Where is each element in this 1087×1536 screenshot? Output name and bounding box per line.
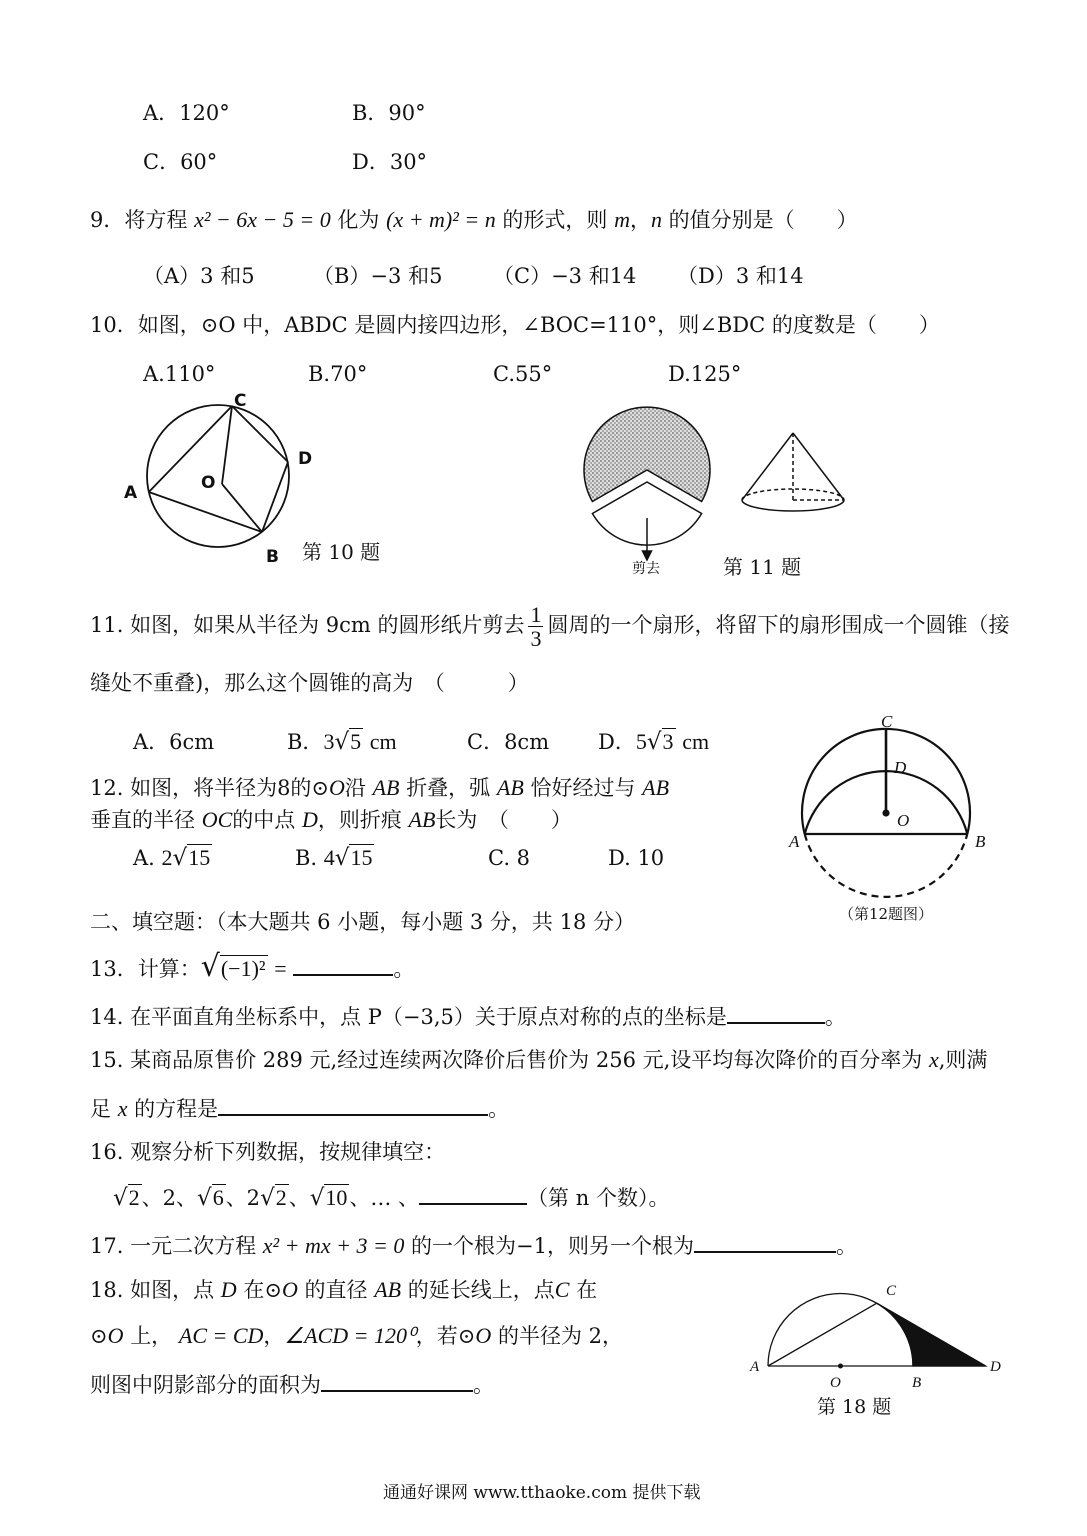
q15-text: 的方程是	[134, 1097, 219, 1121]
q12-text: 垂直的半径	[90, 808, 195, 832]
shaded-region	[877, 1303, 986, 1366]
q18-text: 的延长线上，点	[407, 1278, 555, 1302]
q10-option-d: D.125°	[668, 362, 742, 386]
q12-text: 的中点	[232, 808, 296, 832]
q12-option-d: D. 10	[608, 846, 665, 870]
q12-var: AB	[408, 807, 436, 832]
unit: cm	[682, 729, 710, 754]
q17-end: 。	[835, 1234, 857, 1258]
q17-text: 的一个根为−1，则另一个根为	[411, 1234, 694, 1258]
q18-var: D	[220, 1277, 237, 1302]
q10-option-a: A.110°	[143, 362, 216, 386]
coefficient: 2	[161, 845, 173, 870]
q18-end: 。	[473, 1373, 494, 1397]
q11-option-a: A．6cm	[133, 730, 215, 754]
sequence-separator: 、2、	[141, 1186, 198, 1210]
radicand: 6	[212, 1185, 224, 1210]
label-b: B	[912, 1375, 922, 1391]
q9-text: 的形式，则	[502, 208, 608, 232]
q18-text: 在⊙	[243, 1278, 282, 1302]
q13-end: 。	[393, 957, 415, 981]
radical-sign: √	[646, 729, 662, 755]
q12-var: AB	[496, 775, 524, 800]
cut-label: 剪去	[632, 561, 660, 577]
q9-option-d: （D）3 和14	[677, 264, 804, 288]
label-o: O	[830, 1375, 841, 1391]
semicircle	[768, 1294, 913, 1367]
radicand: (−1)²	[220, 956, 266, 981]
segment-oc	[222, 406, 232, 484]
q11-stem-line-2: 缝处不重叠)，那么这个圆锥的高为 （ ）	[90, 671, 529, 695]
q18-text: 的半径为 2，	[497, 1324, 624, 1348]
cut-arrow-head	[643, 551, 652, 560]
q9-option-a: （A）3 和5	[143, 264, 255, 288]
q15-text: 足	[90, 1097, 111, 1121]
radicand: 15	[188, 845, 211, 870]
q9-variable-n: n	[650, 207, 662, 232]
q8-option-c: C．60°	[143, 150, 218, 174]
coefficient: 3	[323, 729, 335, 754]
q14-text: 14. 在平面直角坐标系中，点 P（−3,5）关于原点对称的点的坐标是	[90, 1005, 727, 1029]
figure-12	[788, 712, 986, 923]
radicand: 2	[128, 1185, 140, 1210]
sequence-separator: 、2	[225, 1186, 261, 1210]
lower-arc-dashed	[805, 834, 968, 897]
radicand: 5	[350, 729, 362, 754]
sequence-separator: 、… 、	[349, 1186, 420, 1210]
q18-text: 上，	[130, 1324, 173, 1348]
q12-var: D	[301, 807, 318, 832]
figure-11-caption: 第 11 题	[723, 555, 802, 579]
q17-text: 17. 一元二次方程	[90, 1234, 257, 1258]
center-o-dot	[838, 1364, 843, 1369]
section-2-title: 二、填空题：（本大题共 6 小题，每小题 3 分，共 18 分）	[90, 910, 635, 934]
radical-sign: √	[200, 949, 220, 984]
segment-ac	[768, 1303, 877, 1366]
label-c: C	[886, 1283, 897, 1299]
q10-stem: 10．如图，⊙O 中，ABDC 是圆内接四边形，∠BOC=110°，则∠BDC 的度数是（ ）	[90, 313, 940, 337]
figure-18	[749, 1283, 1001, 1418]
q13-text: 13．计算：	[90, 957, 201, 981]
circle-o	[147, 405, 289, 547]
q18-var: O	[281, 1277, 298, 1302]
q11-text: 11. 如图，如果从半径为 9cm 的圆形纸片剪去	[90, 613, 525, 637]
q12-var: O	[329, 775, 345, 800]
q9-equation-1: x² − 6x − 5 = 0	[194, 207, 331, 232]
label-a: A	[789, 832, 800, 851]
footer-source: 通通好课网 www.tthaoke.com 提供下载	[383, 1483, 701, 1503]
q8-option-a: A．120°	[143, 101, 230, 125]
radical-sign: √	[309, 1185, 325, 1211]
coefficient: 5	[635, 729, 647, 754]
q9-variable-m: m	[614, 207, 630, 232]
q17-equation: x² + mx + 3 = 0	[262, 1233, 405, 1258]
q18-text: ⊙	[90, 1324, 108, 1348]
q18-text: 18. 如图，点	[90, 1278, 215, 1302]
q9-text: ，	[629, 208, 651, 232]
label-b: B	[975, 832, 986, 851]
radical-sign: √	[334, 845, 350, 871]
q8-option-b: B．90°	[352, 101, 426, 125]
q10-option-c: C.55°	[493, 362, 553, 386]
radical-sign: √	[260, 1185, 275, 1211]
q11-text: 圆周的一个扇形，将留下的扇形围成一个圆锥（接	[547, 613, 1010, 637]
q18-text: ，	[263, 1324, 285, 1348]
center-o-dot	[882, 809, 889, 816]
q12-text: 恰好经过与	[530, 776, 636, 800]
label-d: D	[298, 449, 313, 469]
q8-option-d: D．30°	[352, 150, 428, 174]
q12-text: ，则折痕	[317, 808, 402, 832]
fraction-denominator: 3	[530, 626, 542, 651]
q15-text: 15. 某商品原售价 289 元,经过连续两次降价后售价为 256 元,设平均每次降价的百分率为	[90, 1048, 923, 1072]
label-a: A	[124, 483, 138, 503]
q18-var: AB	[374, 1277, 402, 1302]
label-d: D	[894, 758, 907, 777]
option-label: B．	[287, 730, 324, 754]
q16-stem: 16. 观察分析下列数据，按规律填空：	[90, 1140, 446, 1164]
radical-sign: √	[334, 729, 350, 755]
q12-var: OC	[201, 807, 233, 832]
figure-12-caption: （第12题图）	[838, 905, 934, 923]
q18-text: 在	[576, 1278, 598, 1302]
q9-equation-2: (x + m)² = n	[386, 207, 496, 232]
figure-18-caption: 第 18 题	[817, 1396, 892, 1418]
q18-equation: AC = CD	[178, 1323, 264, 1348]
q12-text: 沿	[344, 776, 366, 800]
q12-option-c: C. 8	[488, 846, 531, 870]
radicand: 3	[662, 729, 674, 754]
q15-end: 。	[488, 1097, 510, 1121]
fraction-numerator: 1	[530, 602, 542, 627]
q15-var: x	[928, 1047, 939, 1072]
q16-end: （第 n 个数）。	[527, 1186, 670, 1210]
radical-sign: √	[172, 845, 188, 871]
q18-text: 则图中阴影部分的面积为	[90, 1373, 321, 1397]
q18-var: O	[475, 1323, 492, 1348]
label-o: O	[201, 473, 216, 493]
q12-var: AB	[642, 775, 670, 800]
radicand: 2	[275, 1185, 287, 1210]
q9-text: 9．将方程	[90, 208, 188, 232]
cone-base-front	[742, 500, 844, 511]
label-o: O	[897, 811, 910, 830]
q14-end: 。	[824, 1005, 846, 1029]
q15-text: ,则满	[938, 1048, 988, 1072]
equals-sign: =	[274, 956, 287, 981]
figure-10-caption: 第 10 题	[302, 540, 381, 564]
radicand: 15	[350, 845, 373, 870]
q9-option-b: （B）−3 和5	[313, 264, 443, 288]
q10-option-b: B.70°	[308, 362, 368, 386]
option-label: B.	[295, 846, 318, 870]
radical-sign: √	[113, 1185, 128, 1211]
q18-equation: ∠ACD = 120⁰	[284, 1323, 416, 1348]
label-c: C	[234, 391, 247, 411]
coefficient: 4	[323, 845, 335, 870]
figure-10	[124, 391, 380, 567]
label-a: A	[750, 1359, 760, 1375]
radicand: 10	[325, 1185, 348, 1210]
q12-text: 长为 （ ）	[435, 808, 572, 832]
segment-cd	[232, 406, 288, 462]
radical-sign: √	[197, 1185, 212, 1211]
figure-11	[584, 407, 844, 579]
option-label: D．	[598, 730, 636, 754]
q9-option-c: （C）−3 和14	[493, 264, 637, 288]
q9-text: 化为	[337, 208, 380, 232]
label-c: C	[881, 712, 893, 731]
q11-option-c: C．8cm	[467, 730, 550, 754]
q12-text: 12. 如图，将半径为8的⊙	[90, 776, 330, 800]
q18-var: C	[554, 1277, 570, 1302]
q18-text: ，若⊙	[415, 1324, 476, 1348]
segment-db	[262, 462, 288, 532]
q18-var: O	[107, 1323, 124, 1348]
q18-text: 的直径	[304, 1278, 368, 1302]
unit: cm	[369, 729, 397, 754]
q12-var: AB	[372, 775, 400, 800]
q9-text: 的值分别是（ ）	[668, 208, 858, 232]
label-b: B	[266, 547, 279, 567]
segment-ac	[149, 406, 232, 492]
q12-text: 折叠，弧	[406, 776, 491, 800]
q15-var: x	[117, 1096, 128, 1121]
label-d: D	[990, 1359, 1001, 1375]
sequence-separator: 、	[288, 1186, 310, 1210]
option-label: A.	[133, 846, 155, 870]
